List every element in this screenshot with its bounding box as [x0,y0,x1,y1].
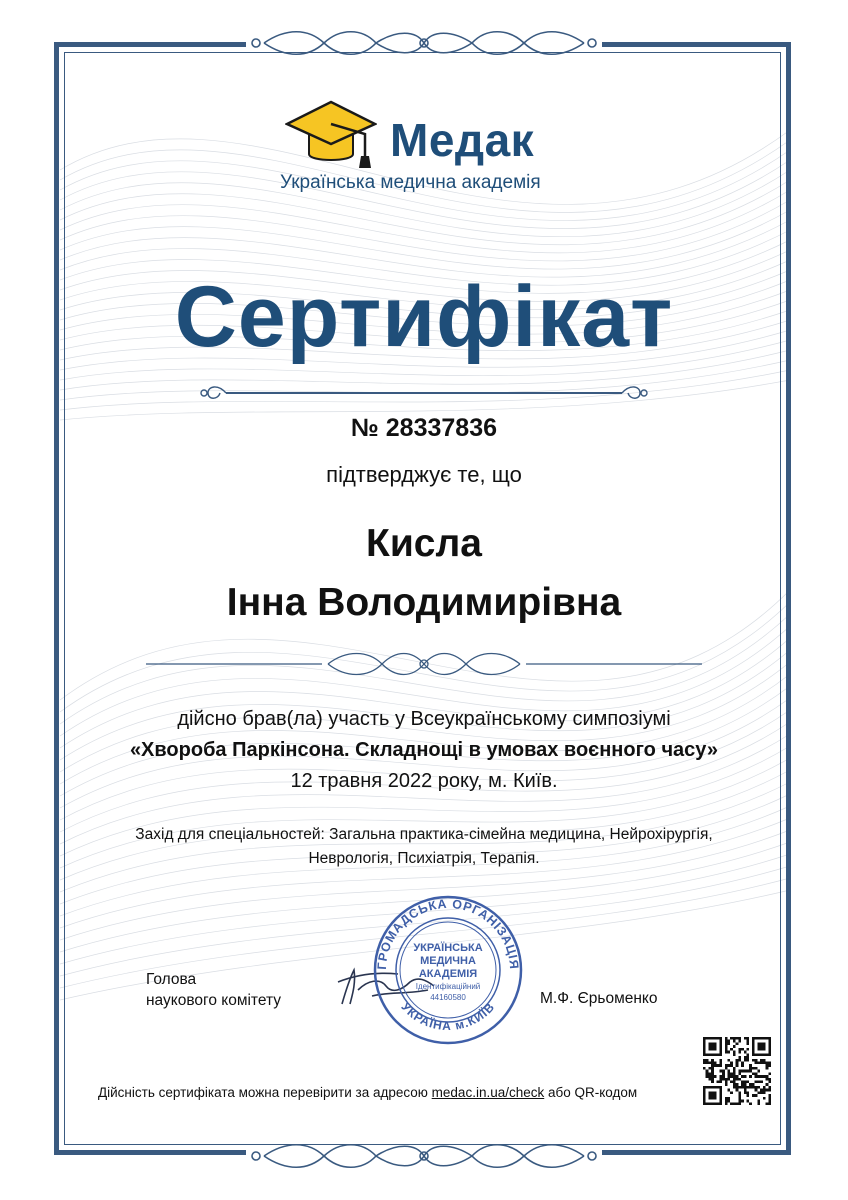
title-divider-ornament [200,380,648,406]
recipient-given-names: Інна Володимирівна [226,581,622,624]
recipient-surname: Кисла [366,522,482,565]
certificate-number: № 28337836 [350,414,498,442]
verification-suffix: або QR-кодом [544,1085,638,1100]
stamp-line-2: МЕДИЧНА [420,955,476,967]
specialties-line-2: Неврологія, Психіатрія, Терапія. [308,850,540,867]
stamp-bottom-text: УКРАЇНА м.КИЇВ [398,999,498,1034]
specialties-line-1: Захід для спеціальностей: Загальна практика-сімейна медицина, Нейрохірургія, [135,826,713,843]
logo-subtitle: Українська медична академія [280,172,541,193]
svg-text:УКРАЇНА м.КИЇВ [398,1000,497,1033]
verification-link[interactable]: medac.in.ua/check [431,1085,545,1100]
stamp-code: 44160580 [430,993,466,1002]
stamp-line-1: УКРАЇНСЬКА [413,942,483,954]
logo-name: Медак [390,114,535,166]
qr-code[interactable] [703,1037,771,1105]
event-title: «Хвороба Паркінсона. Складнощі в умовах воєнного часу» [129,739,719,761]
bottom-flourish-ornament [246,1139,602,1173]
name-divider-ornament [146,644,702,678]
verification-prefix: Дійсність сертифіката можна перевірити за адресою [98,1085,432,1100]
graduation-cap-icon [285,96,377,172]
event-date-place: 12 травня 2022 року, м. Київ. [290,770,558,792]
top-flourish-ornament [246,26,602,60]
confirms-text: підтверджує те, що [326,462,522,487]
verification-note [98,1084,637,1102]
participation-text: дійсно брав(ла) участь у Всеукраїнському симпозіумі [177,708,671,730]
certificate-title: Сертифікат [174,269,674,365]
signatory-role-line-2: наукового комітету [146,992,281,1009]
organization-stamp [372,894,524,1046]
signer-name: М.Ф. Єрьоменко [540,990,658,1007]
signatory-role [146,969,281,1011]
stamp-code-label: Ідентифікаційний [415,982,481,991]
stamp-outer-text: ГРОМАДСЬКА ОРГАНІЗАЦІЯ [374,896,522,971]
stamp-line-3: АКАДЕМІЯ [418,968,478,980]
signatory-role-line-1: Голова [146,971,197,988]
